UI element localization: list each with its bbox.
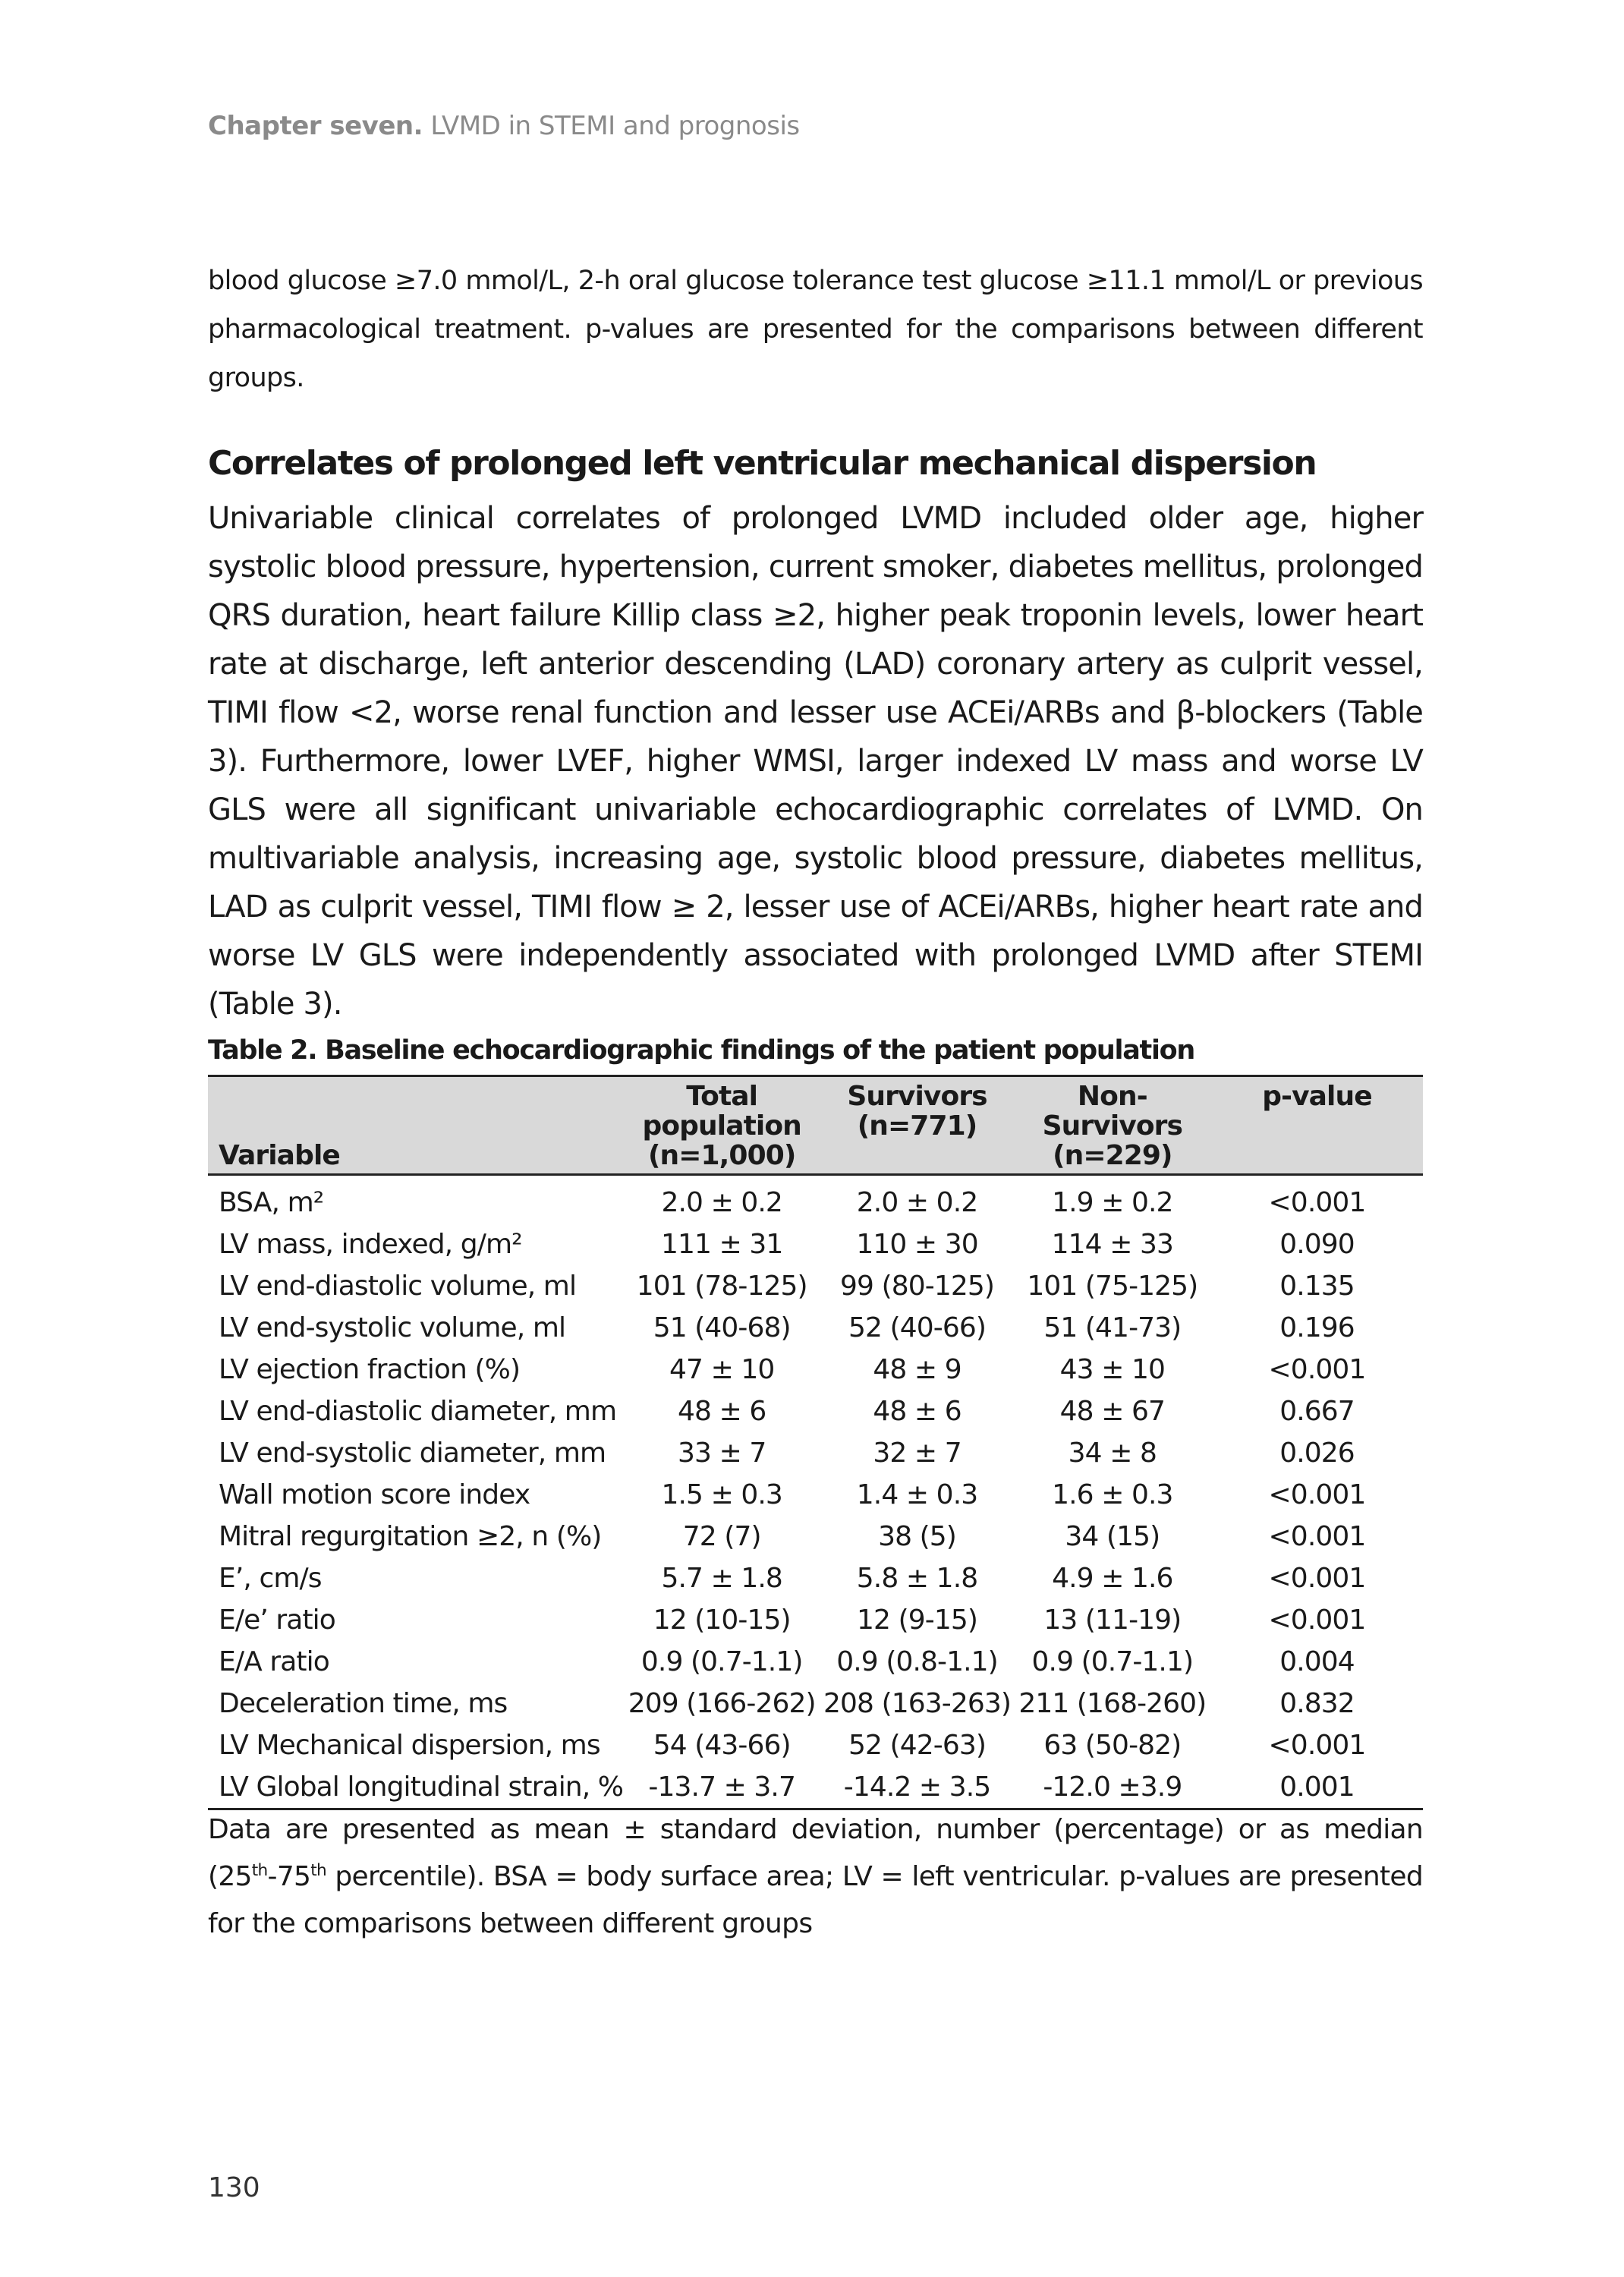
header-survivors: Survivors (n=771) [847,1081,987,1142]
cell-variable: Mitral regurgitation ≥2, n (%) [219,1521,602,1552]
cell-survivors: 48 ± 6 [873,1396,961,1427]
table-row [208,1349,1423,1390]
cell-total: 2.0 ± 0.2 [661,1187,782,1218]
cell-survivors: 12 (9-15) [857,1605,977,1636]
table-row [208,1175,1423,1224]
page-number: 130 [208,2172,260,2203]
cell-p: 0.090 [1279,1229,1355,1260]
cell-total: 101 (78-125) [636,1271,807,1302]
table-row [208,1265,1423,1307]
cell-survivors: -14.2 ± 3.5 [843,1772,991,1803]
cell-p: 0.196 [1279,1312,1355,1343]
cell-total: 47 ± 10 [669,1354,775,1385]
cell-survivors: 5.8 ± 1.8 [856,1563,978,1594]
cell-variable: E’, cm/s [219,1563,322,1594]
cell-total: 1.5 ± 0.3 [661,1479,782,1510]
cell-variable: LV Global longitudinal strain, % [219,1772,624,1803]
cell-variable: LV end-systolic diameter, mm [219,1438,606,1469]
cell-variable: LV Mechanical dispersion, ms [219,1730,600,1761]
cell-variable: Wall motion score index [219,1479,530,1510]
cell-total: 48 ± 6 [678,1396,766,1427]
table-row [208,1390,1423,1432]
cell-p: 0.667 [1279,1396,1355,1427]
cell-total: 5.7 ± 1.8 [661,1563,782,1594]
table-row [208,1516,1423,1557]
cell-p: <0.001 [1268,1730,1366,1761]
cell-non-survivors: 4.9 ± 1.6 [1052,1563,1173,1594]
cell-survivors: 110 ± 30 [856,1229,978,1260]
cell-non-survivors: 211 (168-260) [1018,1688,1207,1719]
cell-non-survivors: 1.6 ± 0.3 [1052,1479,1173,1510]
cell-total: 0.9 (0.7-1.1) [640,1646,803,1677]
table-row [208,1724,1423,1766]
table-row [208,1641,1423,1683]
cell-survivors: 1.4 ± 0.3 [856,1479,978,1510]
cell-non-survivors: 63 (50-82) [1043,1730,1182,1761]
cell-variable: E/A ratio [219,1646,329,1677]
cell-p: 0.026 [1279,1438,1355,1469]
cell-survivors: 52 (40-66) [848,1312,986,1343]
cell-survivors: 208 (163-263) [823,1688,1011,1719]
table-row [208,1599,1423,1641]
echo-findings-table [208,1075,1423,1810]
table-row [208,1307,1423,1349]
cell-non-survivors: 114 ± 33 [1051,1229,1174,1260]
table-row [208,1766,1423,1809]
cell-total: 72 (7) [682,1521,761,1552]
table-caption: Table 2. Baseline echocardiographic findings of the patient population [208,1035,1195,1066]
cell-survivors: 2.0 ± 0.2 [856,1187,978,1218]
cell-total: 54 (43-66) [653,1730,791,1761]
cell-non-survivors: 34 ± 8 [1068,1438,1157,1469]
header-p-value: p-value [1262,1081,1372,1112]
cell-survivors: 38 (5) [878,1521,956,1552]
cell-total: 209 (166-262) [628,1688,816,1719]
cell-survivors: 32 ± 7 [873,1438,961,1469]
cell-non-survivors: 48 ± 67 [1059,1396,1166,1427]
cell-non-survivors: 51 (41-73) [1043,1312,1182,1343]
cell-non-survivors: 101 (75-125) [1027,1271,1198,1302]
header-variable: Variable [219,1140,340,1171]
cell-p: <0.001 [1268,1563,1366,1594]
paragraph-correlates: Univariable clinical correlates of prolonged LVMD included older age, higher systolic blood pressure, hypertension, current smoker, diabetes mellitus, prolonged QRS duration, heart failure Killip class ≥2, higher peak troponin levels, lower heart rate at discharge, left anterior descending (LAD) coronary artery as culprit vessel, TIMI flow <2, worse renal function and lesser use ACEi/ARBs and β-blockers (Table 3). Furthermore, lower LVEF, higher WMSI, larger indexed LV mass and worse LV GLS were all significant univariable echocardiographic correlates of LVMD. On multivariable analysis, increasing age, systolic blood pressure, diabetes mellitus, LAD as culprit vessel, TIMI flow ≥ 2, lesser use of ACEi/ARBs, higher heart rate and worse LV GLS were independently associated with prolonged LVMD after STEMI (Table 3). [208,501,1423,1022]
cell-p: 0.832 [1279,1688,1355,1719]
cell-variable: LV end-diastolic diameter, mm [219,1396,617,1427]
table-header [208,1076,1423,1175]
table-footnote: Data are presented as mean ± standard deviation, number (percentage) or as median (25th-75th percentile). BSA = body surface area; LV = left ventricular. p-values are presented for the comparisons between different groups [208,1814,1423,1939]
cell-total: 51 (40-68) [653,1312,791,1343]
cell-p: <0.001 [1268,1521,1366,1552]
cell-p: <0.001 [1268,1479,1366,1510]
cell-non-survivors: 13 (11-19) [1043,1605,1182,1636]
cell-variable: LV end-diastolic volume, ml [219,1271,577,1302]
cell-total: 12 (10-15) [653,1605,791,1636]
cell-p: <0.001 [1268,1354,1366,1385]
cell-variable: LV mass, indexed, g/m² [219,1229,522,1260]
cell-non-survivors: 1.9 ± 0.2 [1052,1187,1173,1218]
table-row [208,1557,1423,1599]
section-heading: Correlates of prolonged left ventricular mechanical dispersion [208,444,1317,483]
cell-p: 0.135 [1279,1271,1355,1302]
table-row [208,1224,1423,1265]
table-row [208,1432,1423,1474]
cell-p: 0.004 [1279,1646,1355,1677]
cell-p: <0.001 [1268,1187,1366,1218]
header-non-survivors: Non- Survivors (n=229) [1042,1081,1183,1171]
cell-survivors: 48 ± 9 [873,1354,961,1385]
cell-p: <0.001 [1268,1605,1366,1636]
cell-variable: Deceleration time, ms [219,1688,508,1719]
chapter-label: Chapter seven. [208,111,423,141]
running-head [208,111,800,141]
cell-variable: LV end-systolic volume, ml [219,1312,566,1343]
cell-total: 111 ± 31 [661,1229,783,1260]
cell-non-survivors: 0.9 (0.7-1.1) [1031,1646,1194,1677]
cell-survivors: 0.9 (0.8-1.1) [836,1646,998,1677]
cell-variable: BSA, m² [219,1187,324,1218]
table-row [208,1474,1423,1516]
cell-non-survivors: 34 (15) [1065,1521,1160,1552]
cell-non-survivors: -12.0 ±3.9 [1043,1772,1182,1803]
cell-variable: LV ejection fraction (%) [219,1354,521,1385]
cell-p: 0.001 [1279,1772,1355,1803]
header-total: Total population (n=1,000) [642,1081,801,1171]
table-row [208,1683,1423,1724]
cell-survivors: 99 (80-125) [840,1271,994,1302]
cell-variable: E/e’ ratio [219,1605,335,1636]
paragraph-intro: blood glucose ≥7.0 mmol/L, 2-h oral glucose tolerance test glucose ≥11.1 mmol/L or previous pharmacological treatment. p-values are presented for the comparisons between different groups. [208,266,1423,393]
chapter-title: LVMD in STEMI and prognosis [430,111,800,141]
cell-survivors: 52 (42-63) [848,1730,986,1761]
cell-total: 33 ± 7 [678,1438,766,1469]
cell-total: -13.7 ± 3.7 [648,1772,795,1803]
cell-non-survivors: 43 ± 10 [1059,1354,1166,1385]
